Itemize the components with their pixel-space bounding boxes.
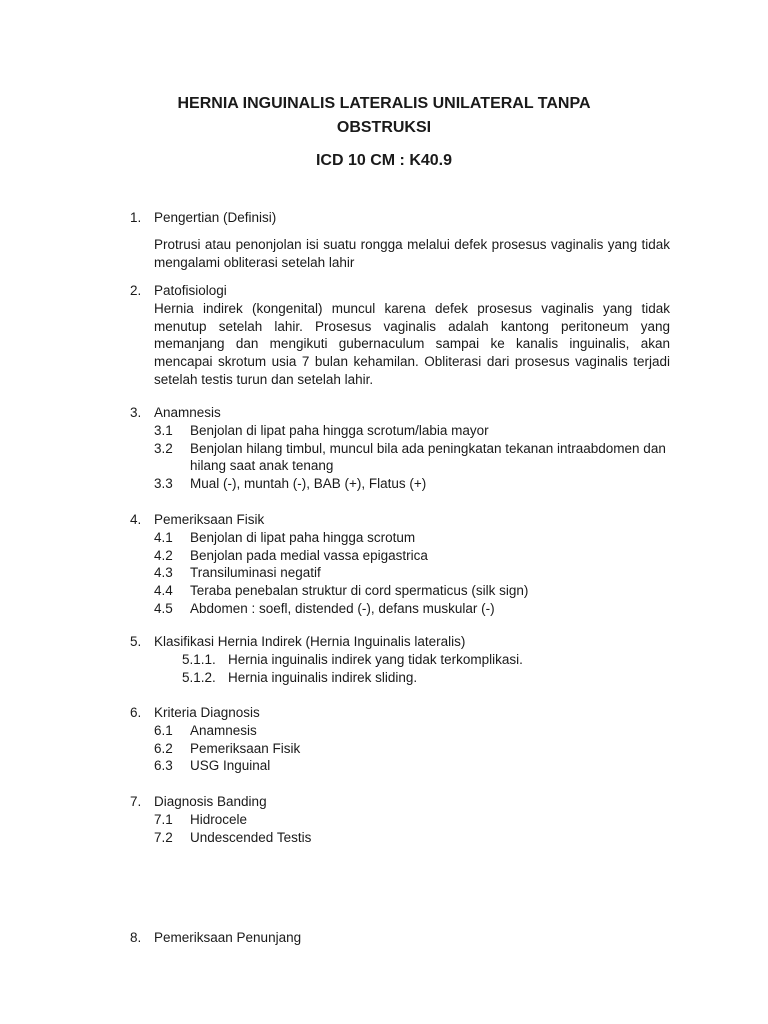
section-6 xyxy=(130,704,670,775)
item-text: Benjolan pada medial vassa epigastrica xyxy=(190,547,428,563)
item-number: 3.3 xyxy=(154,476,173,492)
item-text: Undescended Testis xyxy=(190,829,312,845)
section-4 xyxy=(130,511,670,618)
list-item xyxy=(130,529,670,547)
item-number: 4.4 xyxy=(154,583,173,599)
section-number: 8. xyxy=(130,930,142,945)
document-title xyxy=(100,92,668,140)
item-number: 6.2 xyxy=(154,740,173,756)
section-paragraph: Protrusi atau penonjolan isi suatu rongga melalui defek prosesus vaginalis yang tidak mengalami obliterasi setelah lahir xyxy=(154,236,670,270)
item-text: Benjolan di lipat paha hingga scrotum/labia mayor xyxy=(190,422,489,438)
section-number: 1. xyxy=(130,210,142,225)
section-title: Patofisiologi xyxy=(154,283,227,298)
list-item xyxy=(130,582,670,600)
list-item xyxy=(130,811,670,829)
section-heading xyxy=(130,282,670,300)
section-heading xyxy=(130,633,670,651)
icd-code: ICD 10 CM : K40.9 xyxy=(315,152,453,169)
item-text: Pemeriksaan Fisik xyxy=(190,740,301,756)
section-5 xyxy=(130,633,670,686)
list-item xyxy=(130,600,670,618)
list-item xyxy=(130,651,670,669)
section-number: 3. xyxy=(130,405,142,420)
item-text: Hernia inguinalis indirek yang tidak terkomplikasi. xyxy=(228,651,523,667)
section-title: Pemeriksaan Penunjang xyxy=(154,930,302,945)
list-item xyxy=(130,422,670,440)
item-text: USG Inguinal xyxy=(190,758,271,774)
item-number: 4.1 xyxy=(154,529,173,545)
item-text: Hidrocele xyxy=(190,811,248,827)
section-heading xyxy=(130,511,670,529)
list-item xyxy=(130,440,670,476)
list-item xyxy=(130,564,670,582)
item-text: Hernia inguinalis indirek sliding. xyxy=(228,669,418,685)
section-heading xyxy=(130,209,670,227)
section-heading xyxy=(130,404,670,422)
section-heading xyxy=(130,929,670,947)
item-text: Benjolan hilang timbul, muncul bila ada peningkatan tekanan intraabdomen dan hilang saat anak tenang xyxy=(190,440,666,474)
item-number: 7.1 xyxy=(154,811,173,827)
item-number: 3.1 xyxy=(154,422,173,438)
list-item xyxy=(130,829,670,847)
item-text: Mual (-), muntah (-), BAB (+), Flatus (+) xyxy=(190,476,427,492)
section-title: Anamnesis xyxy=(154,405,221,420)
item-number: 5.1.2. xyxy=(182,669,216,685)
list-item xyxy=(130,547,670,565)
item-number: 3.2 xyxy=(154,440,173,456)
section-heading xyxy=(130,793,670,811)
section-3 xyxy=(130,404,670,493)
item-text: Abdomen : soefl, distended (-), defans muskular (-) xyxy=(190,600,495,616)
item-number: 6.3 xyxy=(154,758,173,774)
list-item xyxy=(130,740,670,758)
item-text: Teraba penebalan struktur di cord spermaticus (silk sign) xyxy=(190,583,529,599)
section-number: 2. xyxy=(130,283,142,298)
item-number: 4.2 xyxy=(154,547,173,563)
section-2 xyxy=(130,282,670,389)
section-number: 6. xyxy=(130,705,142,720)
item-number: 4.3 xyxy=(154,565,173,581)
list-item xyxy=(130,475,670,493)
item-text: Transiluminasi negatif xyxy=(190,565,321,581)
section-title: Diagnosis Banding xyxy=(154,794,267,809)
item-number: 6.1 xyxy=(154,722,173,738)
title-line-1: HERNIA INGUINALIS LATERALIS UNILATERAL TANPA xyxy=(177,95,591,112)
section-number: 7. xyxy=(130,794,142,809)
title-line-2: OBSTRUKSI xyxy=(336,119,432,136)
section-title: Pemeriksaan Fisik xyxy=(154,512,265,527)
item-text: Benjolan di lipat paha hingga scrotum xyxy=(190,529,416,545)
section-title: Pengertian (Definisi) xyxy=(154,210,277,225)
section-title: Kriteria Diagnosis xyxy=(154,705,260,720)
item-number: 5.1.1. xyxy=(182,651,216,667)
section-7 xyxy=(130,793,670,846)
section-paragraph: Hernia indirek (kongenital) muncul karena defek prosesus vaginalis yang tidak menutup setelah lahir. Prosesus vaginalis adalah kantong peritoneum yang memanjang dan mengikuti gubernaculum sampai ke kanalis inguinalis, akan mencapai skrotum usia 7 bulan kehamilan. Obliterasi dari prosesus vaginalis terjadi setelah testis turun dan setelah lahir. xyxy=(154,300,670,387)
item-number: 7.2 xyxy=(154,829,173,845)
item-number: 4.5 xyxy=(154,600,173,616)
section-number: 5. xyxy=(130,634,142,649)
section-number: 4. xyxy=(130,512,142,527)
list-item xyxy=(130,722,670,740)
item-text: Anamnesis xyxy=(190,722,257,738)
list-item xyxy=(130,669,670,687)
section-8 xyxy=(130,929,670,947)
section-title: Klasifikasi Hernia Indirek (Hernia Inguinalis lateralis) xyxy=(154,634,466,649)
section-heading xyxy=(130,704,670,722)
list-item xyxy=(130,757,670,775)
section-1 xyxy=(130,209,670,271)
